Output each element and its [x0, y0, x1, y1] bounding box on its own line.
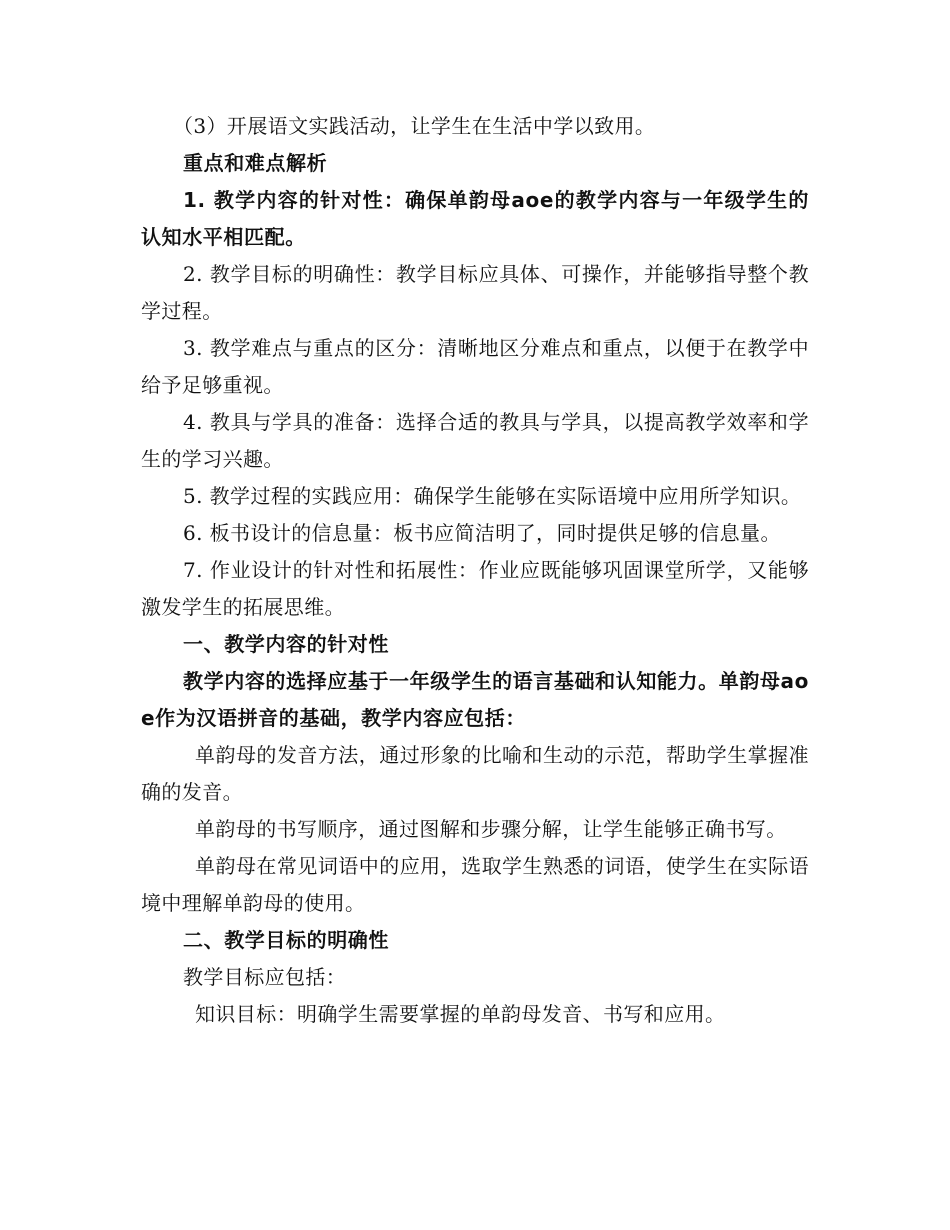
goals-intro-paragraph: 教学目标应包括： [183, 965, 347, 989]
list-item-2: 2. 教学目标的明确性：教学目标应具体、可操作，并能够指导整个教学过程。 [141, 262, 809, 323]
goal-knowledge: 知识目标：明确学生需要掌握的单韵母发音、书写和应用。 [195, 1002, 726, 1026]
section-heading-content: 一、教学内容的针对性 [183, 632, 389, 656]
list-item-5: 5. 教学过程的实践应用：确保学生能够在实际语境中应用所学知识。 [183, 484, 802, 508]
list-item-6: 6. 板书设计的信息量：板书应简洁明了，同时提供足够的信息量。 [183, 521, 781, 545]
section-heading-key-points: 重点和难点解析 [183, 151, 328, 175]
content-intro-paragraph: 教学内容的选择应基于一年级学生的语言基础和认知能力。单韵母aoe作为汉语拼音的基础，教学内容应包括： [141, 669, 809, 730]
list-item-3: 3. 教学难点与重点的区分：清晰地区分难点和重点，以便于在教学中给予足够重视。 [141, 336, 809, 397]
section-heading-goals: 二、教学目标的明确性 [183, 928, 389, 952]
list-item-7: 7. 作业设计的针对性和拓展性：作业应既能够巩固课堂所学，又能够激发学生的拓展思维。 [141, 558, 809, 619]
list-item-1: 1. 教学内容的针对性：确保单韵母aoe的教学内容与一年级学生的认知水平相匹配。 [141, 188, 809, 249]
content-point-writing: 单韵母的书写顺序，通过图解和步骤分解，让学生能够正确书写。 [195, 817, 787, 841]
list-item-4: 4. 教具与学具的准备：选择合适的教具与学具，以提高教学效率和学生的学习兴趣。 [141, 410, 809, 471]
practice-activity-paragraph: （3）开展语文实践活动，让学生在生活中学以致用。 [173, 114, 656, 138]
document-body [141, 108, 809, 1033]
content-point-pronunciation: 单韵母的发音方法，通过形象的比喻和生动的示范，帮助学生掌握准确的发音。 [141, 743, 809, 804]
content-point-usage: 单韵母在常见词语中的应用，选取学生熟悉的词语，使学生在实际语境中理解单韵母的使用。 [141, 854, 809, 915]
